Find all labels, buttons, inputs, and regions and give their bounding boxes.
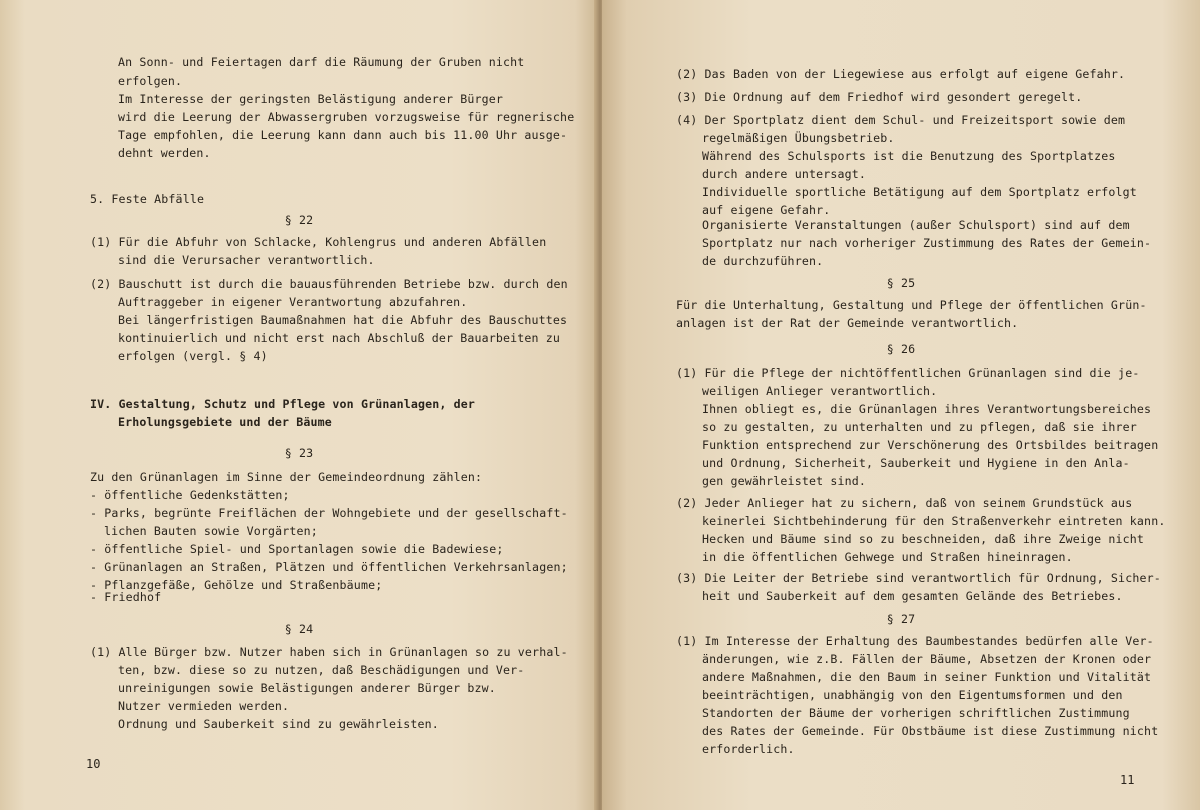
list-item: lichen Bauten sowie Vorgärten;: [104, 524, 318, 538]
left-page: [0, 0, 598, 810]
text-line: dehnt werden.: [118, 146, 211, 160]
text-line: Auftraggeber in eigener Verantwortung abzufahren.: [118, 295, 468, 309]
text-line: sind die Verursacher verantwortlich.: [118, 253, 375, 267]
text-line: Während des Schulsports ist die Benutzung des Sportplatzes: [702, 149, 1116, 163]
text-line: Sportplatz nur nach vorheriger Zustimmung des Rates der Gemein-: [702, 236, 1152, 250]
text-line: Ihnen obliegt es, die Grünanlagen ihres Verantwortungsbereiches: [702, 402, 1152, 416]
list-item: - Pflanzgefäße, Gehölze und Straßenbäume;: [90, 578, 383, 592]
list-item: - Friedhof: [90, 590, 162, 604]
text-line: Funktion entsprechend zur Verschönerung des Ortsbildes beitragen: [702, 438, 1159, 452]
text-line: Für die Unterhaltung, Gestaltung und Pflege der öffentlichen Grün-: [676, 298, 1147, 312]
text-line: wird die Leerung der Abwassergruben vorzugsweise für regnerische: [118, 110, 575, 124]
text-line: (2) Jeder Anlieger hat zu sichern, daß von seinem Grundstück aus: [676, 496, 1133, 510]
text-line: des Rates der Gemeinde. Für Obstbäume ist diese Zustimmung nicht: [702, 724, 1159, 738]
text-line: in die öffentlichen Gehwege und Straßen hineinragen.: [702, 550, 1073, 564]
right-page: [602, 0, 1200, 810]
list-item: - öffentliche Spiel- und Sportanlagen sowie die Badewiese;: [90, 542, 504, 556]
text-line: keinerlei Sichtbehinderung für den Straßenverkehr eintreten kann.: [702, 514, 1166, 528]
text-line: Zu den Grünanlagen im Sinne der Gemeindeordnung zählen:: [90, 470, 483, 484]
text-line: und Ordnung, Sicherheit, Sauberkeit und Hygiene in den Anla-: [702, 456, 1130, 470]
paragraph-heading: § 26: [886, 342, 916, 356]
text-line: erfolgen.: [118, 74, 183, 88]
text-line: so zu gestalten, zu unterhalten und zu pflegen, daß sie ihrer: [702, 420, 1137, 434]
text-line: beeinträchtigen, unabhängig von den Eigentumsformen und den: [702, 688, 1123, 702]
paragraph-heading: § 22: [284, 213, 314, 227]
text-line: auf eigene Gefahr.: [702, 203, 831, 217]
text-line: Nutzer vermieden werden.: [118, 699, 290, 713]
paragraph-heading: § 23: [284, 446, 314, 460]
text-line: An Sonn- und Feiertagen darf die Räumung der Gruben nicht: [118, 55, 525, 69]
text-line: unreinigungen sowie Belästigungen anderer Bürger bzw.: [118, 681, 496, 695]
text-line: andere Maßnahmen, die den Baum in seiner Funktion und Vitalität: [702, 670, 1152, 684]
text-line: (3) Die Ordnung auf dem Friedhof wird gesondert geregelt.: [676, 90, 1083, 104]
text-line: (2) Bauschutt ist durch die bauausführenden Betriebe bzw. durch den: [90, 277, 568, 291]
text-line: Ordnung und Sauberkeit sind zu gewährleisten.: [118, 717, 439, 731]
text-line: (1) Für die Abfuhr von Schlacke, Kohlengrus und anderen Abfällen: [90, 235, 547, 249]
text-line: (4) Der Sportplatz dient dem Schul- und Freizeitsport sowie dem: [676, 113, 1126, 127]
text-line: Hecken und Bäume sind so zu beschneiden, daß ihre Zweige nicht: [702, 532, 1145, 546]
text-line: anlagen ist der Rat der Gemeinde verantwortlich.: [676, 316, 1019, 330]
paragraph-heading: § 27: [886, 612, 916, 626]
text-line: heit und Sauberkeit auf dem gesamten Gelände des Betriebes.: [702, 589, 1123, 603]
text-line: (3) Die Leiter der Betriebe sind verantwortlich für Ordnung, Sicher-: [676, 571, 1161, 585]
text-line: erforderlich.: [702, 742, 795, 756]
text-line: Standorten der Bäume der vorherigen schriftlichen Zustimmung: [702, 706, 1130, 720]
text-line: Bei längerfristigen Baumaßnahmen hat die Abfuhr des Bauschuttes: [118, 313, 568, 327]
text-line: regelmäßigen Übungsbetrieb.: [702, 131, 895, 145]
text-line: (1) Im Interesse der Erhaltung des Baumbestandes bedürfen alle Ver-: [676, 634, 1154, 648]
list-item: - Grünanlagen an Straßen, Plätzen und öffentlichen Verkehrsanlagen;: [90, 560, 568, 574]
text-line: (1) Für die Pflege der nichtöffentlichen Grünanlagen sind die je-: [676, 366, 1140, 380]
chapter-heading: Erholungsgebiete und der Bäume: [118, 415, 332, 429]
text-line: (1) Alle Bürger bzw. Nutzer haben sich in Grünanlagen so zu verhal-: [90, 645, 568, 659]
text-line: Im Interesse der geringsten Belästigung anderer Bürger: [118, 92, 504, 106]
text-line: gen gewährleistet sind.: [702, 474, 866, 488]
page-number: 11: [1120, 773, 1135, 787]
page-number: 10: [86, 757, 101, 771]
text-line: weiligen Anlieger verantwortlich.: [702, 384, 938, 398]
text-line: ten, bzw. diese so zu nutzen, daß Beschädigungen und Ver-: [118, 663, 525, 677]
text-line: erfolgen (vergl. § 4): [118, 349, 268, 363]
text-line: de durchzuführen.: [702, 254, 824, 268]
text-line: durch andere untersagt.: [702, 167, 866, 181]
paragraph-heading: § 24: [284, 622, 314, 636]
chapter-heading: IV. Gestaltung, Schutz und Pflege von Grünanlagen, der: [90, 397, 476, 411]
text-line: (2) Das Baden von der Liegewiese aus erfolgt auf eigene Gefahr.: [676, 67, 1126, 81]
text-line: änderungen, wie z.B. Fällen der Bäume, Absetzen der Kronen oder: [702, 652, 1152, 666]
text-line: Tage empfohlen, die Leerung kann dann auch bis 11.00 Uhr ausge-: [118, 128, 568, 142]
paragraph-heading: § 25: [886, 276, 916, 290]
list-item: - Parks, begrünte Freiflächen der Wohngebiete und der gesellschaft-: [90, 506, 568, 520]
text-line: Individuelle sportliche Betätigung auf dem Sportplatz erfolgt: [702, 185, 1137, 199]
text-line: Organisierte Veranstaltungen (außer Schulsport) sind auf dem: [702, 218, 1130, 232]
list-item: - öffentliche Gedenkstätten;: [90, 488, 290, 502]
text-line: kontinuierlich und nicht erst nach Abschluß der Bauarbeiten zu: [118, 331, 561, 345]
section-heading: 5. Feste Abfälle: [90, 192, 205, 206]
